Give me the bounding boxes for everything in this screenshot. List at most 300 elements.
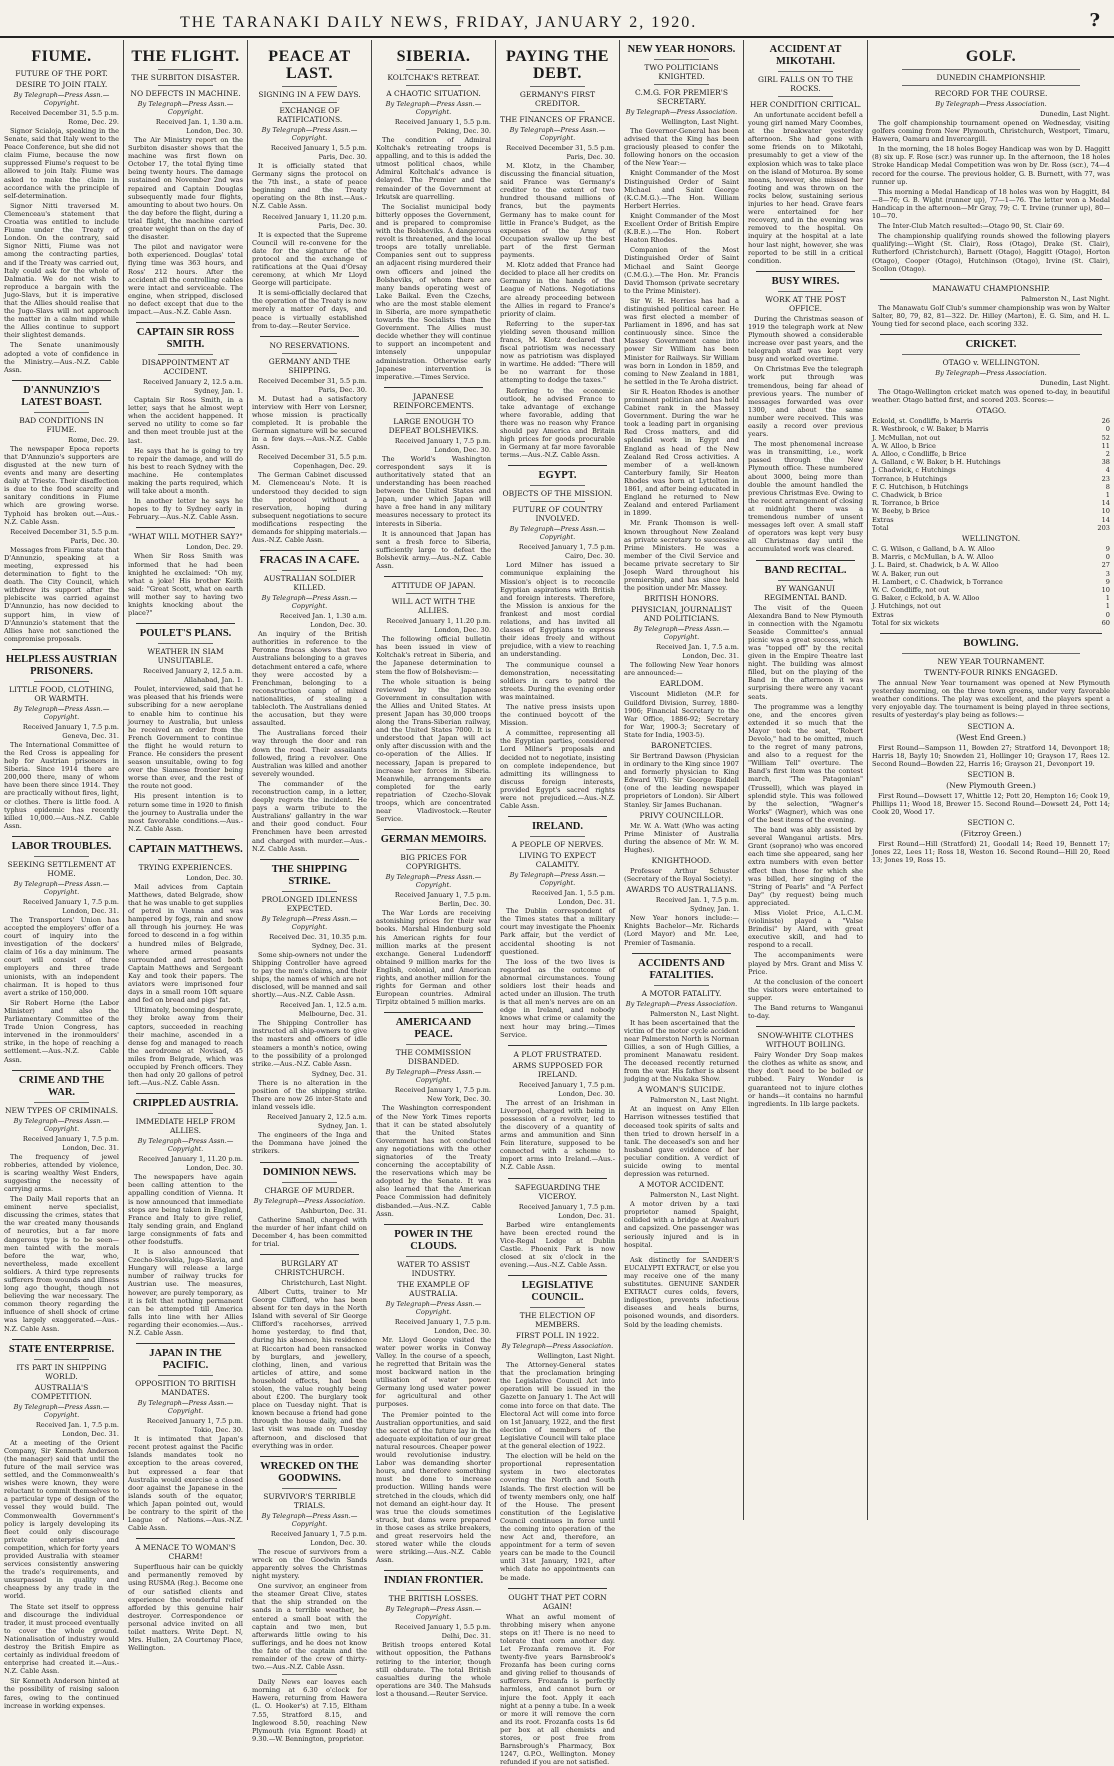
table-row [872,602,1110,610]
dateline: Received January 2, 12.5 a.m. [142,378,243,387]
article-headline: CRIPPLED AUSTRIA. [132,1098,239,1110]
sub-headline: FUTURE OF THE PORT. [15,69,108,78]
player-name: A. W. Alloo, b Brice [872,441,936,450]
article-headline: THE SHIPPING STRIKE. [271,863,348,887]
sub-headline: OUGHT THAT PET CORN AGAIN! [508,1592,607,1611]
table-row [872,458,1110,466]
player-name: J. Chadwick, c Hutchings [872,466,956,475]
column-divider [282,1182,337,1183]
article-paragraph: What an awful moment of throbbing misery when anyone steps on it! There is no need to tolerate that corn another day. Let Frozanfa remove it. For twenty-five years Barnsbrook's Frozanfa has been curing corns and giving relief to thousands of sufferers. Frozanfa is perfectly harmless, and cannot burn or injure the foot. Apply it each night at a penny a tube. In a week or more it will remove the corn and its root. Frozanfa costs 1s 6d per box at all chemists and stores, or post free from Barnsbrough's Pharmacy, Box 1247, G.P.O., Wellington. Money refunded if you are not satisfied. [500,1612,615,1766]
dateline: London, Dec. 30. [310,1538,367,1547]
score-value: 2 [1105,449,1110,458]
article-headline: CRIME AND THE WAR. [18,1074,105,1098]
column-divider [406,85,461,86]
player-name: Torrance, b Hutchings [872,474,947,483]
article-paragraph: It is announced that Japan has sent a fresh force to Siberia, sufficiently large to defeat the Bolshevik army.—Aus.-N.Z. Cable Assn. [376,529,491,571]
column-divider [632,953,731,954]
article-paragraph: First Round—Dowsett 17, Whittle 12; Pott 20, Hempton 16; Cook 19, Phillips 11; Wood 18, Brewer 15. Second Round—Dowsett 24, Pott 14; Cook 20, Wood 17. [872,791,1110,816]
sub-headline: THE COMMISSION DISBANDED. [395,1048,472,1067]
player-name: Extras [872,515,894,524]
dateline: Received Jan. 1, 1.30 a.m. [279,612,367,621]
article-paragraph: An unfortunate accident befell a young girl named Mary Coombes, at the breakwater yesterday afternoon. She had gone with some friends on to Mikotahi, presumably to get a view of the explosion which was to take place on the island of Moturoa. By some means, however, she missed her footing and was thrown on the rocks below, sustaining serious injuries to her head. Grave fears were entertained for her recovery, and in the evening was removed to the hospital. On inquiry at the hospital at a late hour last night, however, she was reported to be still in a critical condition. [748,111,863,265]
article-paragraph: The accompaniments were played by Mrs. Grant and Miss V. Price. [748,951,863,976]
score-value: 1 [1105,602,1110,611]
table-row [872,442,1110,450]
article-paragraph: The programme was a lengthy one, and the encores given extended it so much that the Mayor took the seat, "Robert Devolo," had to be omitted, much to the regret of many patrons, and also to a request for the "William Tell" overture. The Band's first item was the contest march, "The Patagonian" (Trussell), which was played in splendid style. This was followed by the selection, "Wagner's Works" (Wagner), which was one of the best items of the evening. [748,702,863,824]
column-divider [136,1093,235,1094]
sub-headline: NEW YEAR TOURNAMENT. [937,657,1045,667]
dateline: London, Dec. 30. [434,1326,491,1335]
player-name: J. Hutchings, not out [872,602,941,611]
sub-headline: OTAGO v. WELLINGTON. [942,357,1040,367]
article-paragraph: Sir R. Heaton Rhodes is another prominent politician and has held Cabinet rank in the Massey Government. During the war he took a leading part in organising Red Cross matters, and did splendid work in Egypt and England as head of the New Zealand Red Cross activities. A member of a well-known Canterbury family, Sir Heaton Rhodes was born at Lyttelton in 1861, and after being educated in England he returned to New Zealand and entered Parliament in 1899. [624,387,739,518]
dateline: Received December 31, 5.5 p.m. [10,527,119,536]
sub-headline: AWARDS TO AUSTRALIANS. [626,885,737,895]
page-number: ? [1089,10,1100,31]
article-headline: CAPTAIN MATTHEWS. [128,843,243,855]
article-paragraph: The championship qualifying rounds showed the following players qualifying:—Wight (St. Clair), Ross (Otago), Drake (St. Clair), Rutherford (Christchurch), Barnett (Otago), Haggitt (Otago), Horton (Otago), Cooper (Otago), Hutchinson (Otago), Irvine (St. Clair), Scollon (Otago). [872,232,1110,273]
sub-headline: THE EXAMPLE OF AUSTRALIA. [397,1279,470,1298]
article-headline: AMERICA AND PEACE. [395,1017,472,1041]
sub-headline: KNIGHTHOOD. [651,856,712,866]
dateline: Tokio, Dec. 30. [193,1426,243,1435]
column-divider [508,1178,607,1179]
column-divider [282,1488,337,1489]
dateline: Rome, Dec. 29. [68,435,119,444]
article-headline: D'ANNUNZIO'S LATEST BOAST. [21,384,102,408]
table-row [872,594,1110,602]
article-paragraph: The German Cabinet discussed M. Clemenceau's Note. It is understood they decided to sign the protocol without a reservation, hoping during subsequent negotiations to secure modifications respecting the demands for shipping materials.—Aus.-N.Z. Cable Assn. [252,471,367,545]
column-divider [136,1343,235,1344]
article-paragraph: The following official bulletin has been issued in view of Koltchak's retreat in Siberia, and the Japanese determination to stem the flow of Bolshevism:— [376,635,491,676]
article-paragraph: M. Klotz added that France had decided to place all her credits on Germany in the hands of the League of Nations. Negotiations are already proceeding between the Allies in regard to France's priority of claim. [500,261,615,318]
article-paragraph: British troops entered Kotal without opposition, the Pathans retiring to the interior, though still obdurate. The total British casualties during the whole operations are 340. The Mahsuds lost a thousand.—Reuter Service. [376,1641,491,1698]
column-divider [902,69,1080,70]
column-divider [282,1674,337,1675]
article-paragraph: The State set itself to oppress and discourage the individual trader, it must proceed eventually to cover the whole ground. Nationalisation of industry would destroy the British Empire as certainly as individual freedom of enterprise had created it.—Aus.-N.Z. Cable Assn. [4,1602,119,1676]
article-paragraph: The War Lords are receiving astonishing prices for their war books. Marshal Hindenburg sold his American rights for four million marks at the present exchange. General Ludendorff obtained 9 million marks for the English, colonial, and American rights, and another million for the rights for German and other European countries. Admiral Tirpitz obtained 5 million marks. [376,909,491,1007]
sub-headline: SNOW-WHITE CLOTHES WITHOUT BOILING. [757,1031,854,1050]
dateline: Ashburton, Dec. 31. [300,1206,367,1215]
sub-headline: GERMANY AND THE SHIPPING. [268,356,351,375]
sub-headline: OBJECTS OF THE MISSION. [502,489,613,499]
article-paragraph: The golf championship tournament opened on Wednesday, visiting golfers coming from New Plymouth, Christchurch, Westport, Timaru, Hawera, Oamaru and Invercargill. [872,119,1110,144]
sub-headline: (New Plymouth Green.) [946,780,1036,790]
player-name: Eckold, st. Condliffe, b Marris [872,417,973,426]
score-value: 60 [1101,618,1110,627]
article-paragraph: Knight Commander of the Most Excellent Order of British Empire (K.B.E.).—The Hon. Robert Heaton Rhodes. [624,211,739,245]
article-paragraph: In another letter he says he hopes to fly to Sydney early in February.—Aus.-N.Z. Cable Assn. [128,497,243,522]
score-value: 26 [1101,417,1110,426]
table-row [872,507,1110,515]
column-divider [282,86,337,87]
article-headline: ACCIDENT AT MIKOTAHI. [769,44,842,67]
score-value: 0 [1105,425,1110,434]
sub-headline: THE SURBITON DISASTER. [131,73,240,82]
article-paragraph: Albert Cutts, trainer to Mr George Clifford, who has been absent for ten days in the North Island with several of Sir George Clifford's racehorses, arrived home yesterday, to find that, during his absence, his residence at Riccarton had been ransacked by burglars, and jewellery, clothing, linen, and various articles of attire, and some household effects, had been stolen, the value roughly being about £200. The burglary took place on Tuesday night. That is known because a friend had gone through the house daily, and the last visit was made on Tuesday afternoon, and disclosed that everything was in order. [252,1287,367,1450]
table-row [872,483,1110,491]
column-divider [282,891,337,892]
column-divider [12,836,111,837]
column-divider [136,1538,235,1539]
article-headline: BUSY WIRES. [771,275,840,287]
article-paragraph: Lord Milner has issued a communique explaining the Mission's object is to reconcile Egyptian aspirations with British and foreign interests. Therefore, the Mission is anxious for the frankest and most cordial relations, and has invited all classes of Egyptians to express their ideas freely and without prejudice, with a view to reaching an understanding. [500,561,615,659]
dateline: Delhi, Dec. 31. [441,1632,491,1641]
column-divider [508,816,607,817]
dateline: London, Dec. 31. [558,898,615,907]
sub-headline: DESIRE TO JOIN ITALY. [15,80,108,89]
sub-headline: ITS PART IN SHIPPING WORLD. [16,1362,107,1381]
player-name: B. Marris, c McMullan, b A. W. Alloo [872,553,994,562]
table-row [872,611,1110,619]
column-divider [530,501,585,502]
article-paragraph: First Round—Hill (Stratford) 21, Goodall 14; Reed 19, Bennett 17; Jones 22, Lees 11; Ross 18, Weston 16. Second Round—Hill 20, Reed 13; Jones 19, Ross 15. [872,840,1110,865]
dateline: Dunedin, Last Night. [1040,110,1110,118]
byline: By Telegraph—Press Assn.—Copyright. [137,1399,234,1416]
table-row [872,578,1110,586]
sub-headline: WELLINGTON. [961,534,1021,543]
column-divider [136,527,235,528]
column-divider [406,69,461,70]
column-divider [654,985,709,986]
score-value: 38 [1101,458,1110,467]
article-paragraph: Signor Nitti traversed M. Clemenceau's statement that Croatia was entitled to include Fiume under the Treaty of London. On the contrary, said Signor Nitti, Fiume was not among the contracting parties, and if the Treaty was carried out, Italy could ask for the whole of Dalmatia. We do not wish to reproduce a bargain with the Jugo-Slavs, but it is imperative that the Allies should realise that the Jugo-Slavs will not approach the matter in a calm mind while the Allies continue to support their slightest demands. [4,201,119,340]
player-name: A. Alloo, c Condliffe, b Brice [872,449,967,458]
column-divider [260,1162,359,1163]
dateline: London, Dec. 31. [62,1429,119,1438]
sub-headline: A PLOT FRUSTRATED. [513,1049,602,1059]
article-paragraph: Mr. Lloyd George visited the water power works in Conway Valley. In the course of a speech, he regretted that Britain was the most backward nation in the utilisation of water power. Germany long used water power for agricultural and other purposes. [376,1335,491,1409]
dateline: Paris, Dec. 30. [318,221,367,230]
article-paragraph: It is officially stated that Germany signs the protocol on the 7th inst., a state of peace beginning and the Treaty operating on the 8th inst.—Aus.-N.Z. Cable Assn. [252,162,367,211]
column-divider [778,96,833,97]
article-paragraph: He says that he is going to try to repair the damage, and will do his best to reach Sydney with the machine. He contemplates making the parts required, which will take about a month. [128,446,243,496]
column-divider [158,1375,213,1376]
dateline: Received January 1, 5.5 p.m. [394,1623,491,1632]
column-divider [756,271,855,272]
article-paragraph: The Senate unanimously adopted a vote of confidence in the Ministry.—Aus.-N.Z. Cable Assn. [4,341,119,374]
score-value: 10 [1101,507,1110,516]
article-paragraph: Messages from Fiume state that D'Annunzio, speaking at a meeting, expressed his determination to fight to the death. The City Council, which withdrew its support after the plebiscite was carried against D'Annunzio, has now decided to support him, in view of D'Annunzio's statement that the Allies have not sanctioned the compromise proposals. [4,545,119,643]
article-paragraph: The engineers of the Inga and the Dommana have joined the strikers. [252,1131,367,1156]
article-paragraph: The newspaper Epoca reports that D'Annunzio's supporters are disgusted at the new turn of events and many are deserting daily at Trieste. Their disaffection is due to the food scarcity and sanitary conditions in Fiume which are growing worse. Typhoid has broken out.—Aus.-N.Z. Cable Assn. [4,444,119,526]
score-value: 9 [1105,577,1110,586]
column-divider [260,859,359,860]
column-divider [34,1359,89,1360]
article-headline: CRICKET. [965,338,1017,350]
dateline: Received January 1, 7.5 p.m. [22,722,119,731]
article-paragraph: At an inquest on Amy Ellen Harrison witnesses testified that deceased took spirits of salts and then tried to drown herself in a tank. The deceased's son and her husband gave evidence of her peculiar condition. A verdict of suicide owing to mental depression was returned. [624,1105,739,1179]
article-paragraph: Mr. Frank Thomson is well-known throughout New Zealand as private secretary to successive Prime Ministers. He was a member of the Civil Service and became private secretary to Sir Joseph Ward throughout his premiership, and has since held the position under Mr. Massey. [624,519,739,593]
sub-headline: PHYSICIAN, JOURNALIST AND POLITICIANS. [631,605,732,624]
score-value: 1 [1105,490,1110,499]
article-paragraph: It has been ascertained that the victim of the motor cycle accident near Palmerston North is Norman Gillies, a son of Hugh Gillies, a prominent Manawatu resident. The deceased recently returned from the war. His father is absent judging at the Nukaka Show. [624,1018,739,1084]
article-paragraph: At a meeting of the Orient Company, Sir Kenneth Anderson (the manager) said that until the future of the mail service was settled, and the Commonwealth's wishes were known, they were reluctant to commit themselves to a particular type of design of the vessel they would build. The Commonwealth Government's policy is largely developing its fleet could only discourage private enterprise and competition, which for forty years provided Australia with steamer services consistently answering the trade's requirements, and unsurpassed in quality and cheapness by any trade in the world. [4,1438,119,1601]
column-divider [34,1102,89,1103]
article-headline: LABOR TROUBLES. [11,840,112,852]
byline: By Telegraph—Press Assn.—Copyright. [137,100,234,116]
article-paragraph: A motor driven by a taxi proprietor named Spaight, collided with a bridge at Awahuri and capsized. One passenger was seriously injured and is in hospital. [624,1200,739,1249]
sub-headline: EXCHANGE OF RATIFICATIONS. [276,106,343,124]
dateline: Palmerston N., Last Night. [650,1096,739,1105]
player-name: Total [872,523,889,532]
column-divider [136,322,235,323]
section-headline: THE FLIGHT. [131,48,240,65]
dateline: Copenhagen, Dec. 29. [293,462,367,471]
column-1 [0,40,124,1710]
score-value: 14 [1101,499,1110,508]
article-paragraph: M. Dutast had a satisfactory interview with Herr von Lersner, whose mission is practically completed. It is probable the German signature will be secured in a few days.—Aus.-N.Z. Cable Assn. [252,394,367,452]
article-paragraph: It is also announced that Czecho-Slovakia, Jugo-Slavia, and Hungary will release a large number of railway trucks for Austrian use. The measures, however, are purely temporary, as it is felt that nothing permanent can be attempted till America falls into line with her Allies regarding their economies.—Aus.-N.Z. Cable Assn. [128,1248,243,1338]
byline: By Telegraph—Press Assn.—Copyright. [13,1402,110,1419]
column-5 [496,40,620,1766]
article-headline: GERMAN MEMOIRS. [380,834,487,846]
article-paragraph: It is expected that the Supreme Council will re-convene for the date for the signature of the protocol and the exchange of ratifications at the Quai d'Orsay ceremony, at which Mr Lloyd George will participate. [252,230,367,288]
article-paragraph: Ultimately, becoming desperate, they broke away from their captors, succeeded in reaching their machine, ascended in a dense fog and managed to reach the aerodrome at Novisad, 45 miles from Belgrade, which was occupied by French officers. They then had only 20 gallons of petrol left.—Aus.-N.Z. Cable Assn. [128,1006,243,1088]
section-headline: GOLF. [965,48,1017,65]
score-value: 52 [1101,433,1110,442]
dateline: Geneva, Dec. 31. [62,731,119,740]
column-divider [136,623,235,624]
article-headline: INDIAN FRONTIER. [383,1575,484,1587]
sub-headline: WILL ACT WITH THE ALLIES. [391,597,476,616]
player-name: J. McMullan, not out [872,433,941,442]
sub-headline: EARLDOM. [659,679,704,689]
article-paragraph: Mail advices from Captain Matthews, dated Belgrade, show that he was unable to get supplies of petrol in Vienna and was hampered by fogs, rain and snow all through his journey. He was forced to descend in a fog within a hundred miles of Belgrade, where armed peasants surrounded and arrested both Captain Matthews and Sergeant Kay and took their papers. The aviators were imprisoned four days in a small room 10ft square and fed on bread and pigs' fat. [128,882,243,1005]
article-paragraph: New Year honors include:—Knights Bachelor—Mr. Richards (Lord Mayor) and Mr. Lee, Premier of Tasmania. [624,914,739,947]
sub-headline: FUTURE OF COUNTRY INVOLVED. [512,505,603,524]
byline: By Telegraph—Press Assn.—Copyright. [261,126,358,142]
article-paragraph: The visit of the Queen Alexandra Band to New Plymouth in connection with the Ngamotu Seaside Committee's annual picnic was a great success, which was "topped off" by the recital given in the Empire Theatre last night. The building was almost filled, but on the playing of the Band in the afternoon it was surprising there were any vacant seats. [748,603,863,701]
column-divider [880,334,1102,335]
column-divider [406,593,461,594]
column-divider [282,570,337,571]
article-paragraph: The following New Year honors are announced:— [624,661,739,678]
article-paragraph: First Round—Sampson 11, Bowden 27; Stratford 14, Devonport 18; Harris 18, Bayly 10; Snowden 21, Hollinger 10; Grayson 17, Rees 12. Second Round—Bowden 22, Harris 16; Grayson 21, Devonport 19. [872,743,1110,768]
article-paragraph: The Governor-General has been advised that the King has been graciously pleased to confer the following honors on the occasion of the New Year:— [624,127,739,168]
dateline: Received December 31, 5.5 p.m. [10,109,119,117]
scoreboard-table [872,417,1110,532]
article-headline: WRECKED ON THE GOODWINS. [260,1460,359,1484]
article-paragraph: The Washington correspondent of the New York Times reports that it can be stated absolutely that the United States Government has not conducted any negotiations with the other signatories of the Treaty concerning the acceptability of the reservations which may be adopted by the Senate. It was also learned that the American Peace Commission had definitely disbanded.—Aus.-N.Z. Cable Assn. [376,1104,491,1218]
sub-headline: AUSTRALIA'S COMPETITION. [31,1382,92,1401]
column-divider [34,856,89,857]
byline: By Telegraph—Press Assn.—Copyright. [633,625,730,642]
dateline: Received January 2, 12.5 a.m. [266,1113,367,1122]
table-row [872,425,1110,433]
sub-headline: IMMEDIATE HELP FROM ALLIES. [135,1117,236,1136]
byline: By Telegraph—Press Assn.—Copyright. [13,704,110,721]
article-paragraph: It is semi-officially declared that the operation of the Treaty is now merely a matter of days, and peace is virtually established from to-day.—Reuter Service. [252,289,367,330]
article-paragraph: The Inter-Club Match resulted:—Otago 90, St. Clair 69. [878,222,1065,231]
column-divider [902,653,1080,654]
article-paragraph: The pilot and navigator were both experienced. Douglas' total flying time was 363 hours, and Ross' 212 hours. After the accident all the controlling cables were intact and serviceable. The engine, when stripped, disclosed no defect except that due to the impact.—Aus.-N.Z. Cable Assn. [128,243,243,316]
dateline: Received Jan. 1, 5.5 p.m. [531,889,615,898]
sub-headline: SECTION A. [967,721,1015,731]
sub-headline: DISAPPOINTMENT AT ACCIDENT. [141,358,230,377]
dateline: Wellington, Last Night. [661,118,739,126]
article-headline: ACCIDENTS AND FATALITIES. [638,957,725,981]
player-name: W. A. Baker, run out [872,569,939,578]
sub-headline: TRYING EXPERIENCES. [138,862,233,872]
byline: By Telegraph—Press Association. [625,108,738,116]
score-value: 27 [1101,561,1110,570]
article-paragraph: The commander of the reconstruction camp, in a letter, deeply regrets the incident. He pays a warm tribute to the Australians' gallantry in the war and their good conduct. Four Frenchmen have been arrested and charged with murder.—Aus.-N.Z. Cable Assn. [252,779,367,853]
dateline: London, Dec. 31. [558,1211,615,1220]
article-paragraph: The newspapers have again been calling attention to the appalling condition of Vienna. It is now announced that immediate steps are being taken in England, France and Italy to give relief, Italy sending grain, and England large consignments of fats and other foodstuffs. [128,1173,243,1246]
dateline: Received Dec. 31, 10.35 p.m. [269,932,367,941]
article-paragraph: Daily News ear loaves each morning at 6.30 o'clock for Hawera, returning from Hawera (L. O. Hooker's) at 7.15, Eltham 7.55, Stratford 8.15, and Inglewood 8.50, reaching New Plymouth (via Egmont Road) at 9.30.—W. Bennington, proprietor. [252,1678,367,1743]
article-paragraph: The native press insists upon the continued boycott of the Mission. [500,702,615,728]
dateline: Received January 1, 7.5 p.m. [22,1134,119,1143]
sub-headline: WEATHER IN SIAM UNSUITABLE. [147,647,224,666]
column-divider [12,1070,111,1071]
score-value: 23 [1101,474,1110,483]
column-divider [406,413,461,414]
dateline: Paris, Dec. 30. [318,385,367,394]
dateline: Received January 1, 7.5 p.m. [394,436,491,445]
article-paragraph: The Dublin correspondent of the Times states that a military court may investigate the Phoenix Park affair, but the verdict of accidental shooting is not questioned. [500,907,615,956]
sub-headline: (Fitzroy Green.) [960,829,1022,839]
article-paragraph: The most phenomenal increase was in transmitting, i.e., work passed through the New Plymouth office. These numbered about 3000, being more than double the amount handled the previous Christmas Eve. Owing to the recent arrangement of closing at midnight there was a tremendous number of unsent messages left over. A small staff of operators was kept very busy all Christmas day until the accumulated work was cleared. [748,440,863,554]
article-paragraph: It is intimated that Japan's recent protest against the Pacific Islands mandates took no exception to the areas covered, but expressed a fear that Australia would exercise a closed door against the Japanese in the islands south of the equator, which Japan pointed out, would be contrary to the spirit of the League of Nations.—Aus.-N.Z. Cable Assn. [128,1435,243,1533]
column-divider [654,1252,709,1253]
table-row [872,466,1110,474]
sub-headline: BIG PRICES FOR COPYRIGHTS. [400,853,467,872]
dateline: London, Dec. 30. [186,127,243,135]
sub-headline: NO DEFECTS IN MACHINE. [130,89,241,98]
byline: By Telegraph—Press Association. [625,999,738,1008]
byline: By Telegraph—Press Association. [935,100,1047,108]
article-paragraph: On Christmas Eve the telegraph work put through was tremendous, being far ahead of previous years. The number of messages forwarded was over 1300, and about the same number were received. This was easily a record over previous years. [748,365,863,439]
sub-headline: SECTION C. [967,818,1015,828]
byline: By Telegraph—Press Association. [253,1196,366,1205]
dateline: Received Jan. 1, 12.5 a.m. [279,1001,367,1010]
sub-headline: OPPOSITION TO BRITISH MANDATES. [135,1379,236,1398]
section-headline: FIUME. [31,48,92,65]
column-divider [12,380,111,381]
dateline: Received January 1, 7.5 p.m. [518,1080,615,1089]
score-value: 14 [1101,515,1110,524]
article-paragraph: Sir W. H. Herries has had a distinguished political career. He was first elected a member of Parliament in 1896, and has sat continuously since. Since the Massey Government came into power Sir William has been Minister for Railways. Sir William was born in London in 1859, and coming to New Zealand in 1881, he settled in the Te Aroha district. [624,296,739,386]
section-headline: PAYING THE DEBT. [506,48,609,82]
dateline: Received January 1, 7.5 p.m. [394,1086,491,1095]
article-paragraph: The band was ably assisted by several Wanganui artists. Mrs. Grant (soprano) who was encored each time she appeared, sang her extra numbers with even better effect than those for which she was billed, her singing of the "String of Pearls" and "A Perfect Day" (by request) being much appreciated. [748,826,863,907]
column-divider [530,836,585,837]
dateline: Cairo, Dec. 30. [565,552,615,561]
article-paragraph: Sir Bertrand Dawson (Physician in ordinary to the King since 1907 and formerly physician to King Edward VII). Sir George Riddell (one of the leading newspaper proprietors of London). Sir Albert Stanley. Sir James Buchanan. [624,752,739,809]
byline: By Telegraph—Press Assn.—Copyright. [13,879,110,896]
score-value: 8 [1105,482,1110,491]
byline: By Telegraph—Press Assn.—Copyright. [385,100,482,116]
dateline: London, Dec. 30. [558,1089,615,1098]
byline: By Telegraph—Press Assn.—Copyright. [13,91,110,107]
dateline: Received January 1, 7.5 p.m. [270,1529,367,1538]
score-value: 9 [1105,545,1110,553]
table-row [872,450,1110,458]
dateline: Peking, Dec. 30. [436,127,491,135]
table-row [872,570,1110,578]
sub-headline: DUNEDIN CHAMPIONSHIP. [936,73,1046,82]
column-divider [158,859,213,860]
dateline: Christchurch, Last Night. [281,1278,367,1287]
byline: By Telegraph—Press Assn.—Copyright. [137,1137,234,1154]
dateline: Palmerston N., Last Night. [1021,294,1110,303]
dateline: Received January 1, 7.5 p.m. [22,897,119,906]
article-paragraph: At the conclusion of the concert the visitors were entertained to supper. [748,977,863,1002]
player-name: F. C. Hutchison, b Hutchings [872,482,969,491]
dateline: Received Jan. 1, 7.5 p.m. [655,896,739,905]
article-headline: POULET'S PLANS. [139,628,232,640]
article-paragraph: The Australians forced their way through the door and ran down the road. Their assailants followed, firing a revolver. One Australian was killed and another severely wounded. [252,729,367,778]
sub-headline: LARGE ENOUGH TO DEFEAT BOLSHEVIKS. [388,416,479,435]
article-paragraph: One survivor, an engineer from the steamer Great Clive, states that the ship stranded on the sands in a terrible weather, he entered a small boat with the captain and two men, but afterwards little owing to his sufferings, and he does not know the fate of the captain and the remainder of the crew of thirty-two.—Aus.-N.Z. Cable Assn. [252,1582,367,1672]
sub-headline: RECORD FOR THE COURSE. [934,89,1048,98]
newspaper-title: THE TARANAKI DAILY NEWS, FRIDAY, JANUARY 2, 1920. [180,14,698,31]
article-headline: BAND RECITAL. [764,564,847,576]
dateline: Received January 1, 5.5 p.m. [270,144,367,152]
player-name: W. C. Condliffe, not out [872,586,950,595]
sub-headline: LITTLE FOOD, CLOTHING, OR WARMTH. [9,684,114,703]
column-divider [158,643,213,644]
column-3 [248,40,372,1743]
sub-headline: A MENACE TO WOMAN'S CHARM! [135,1543,236,1562]
player-name: G. Baker, c Eckold, b A. W. Alloo [872,594,980,603]
article-paragraph: The loss of the two lives is regarded as the outcome of abnormal circumstances. Young soldiers lost their heads and acted under an illusion. The truth is that all men's nerves are on an edge in Ireland, and nobody knows what crime or calamity the next hour may bring.—Times Service. [500,957,615,1039]
article-paragraph: Knight Commander of the Most Distinguished Order of Saint Michael and Saint George (K.C.M.G.).—The Hon. William Herbert Herries. [624,169,739,210]
article-paragraph: The arrest of an Irishman in Liverpool, charged with being in possession of a revolver, led to the discovery of a quantity of arms and ammunition and Sinn Fein literature, supposed to be connected with a scheme to import arms into Ireland.—Aus.-N.Z. Cable Assn. [500,1098,615,1172]
score-value: 203 [1097,523,1110,532]
sub-headline: GERMANY'S FIRST CREDITOR. [519,90,596,108]
article-headline: LEGISLATIVE COUNCIL. [521,1280,594,1304]
column-divider [136,839,235,840]
column-divider [756,1026,855,1027]
article-paragraph: Companion of the Most Distinguished Order of Saint Michael and Saint George (C.M.G.).—The Hon. Mr. Francis David Thomson (private secretary to the Prime Minister). [624,246,739,295]
sub-headline: THE FINANCES OF FRANCE. [500,115,616,124]
byline: By Telegraph—Press Assn.—Copyright. [509,871,606,888]
column-divider [880,633,1102,634]
column-divider [12,649,111,650]
article-paragraph: The Socialist municipal body bitterly opposes the Government, and is prepared to compromise with the Bolsheviks. A dangerous revolt is threatened, and the local troops are totally unreliable. Companies sent out to suppress an adjacent rising murdered their own officers and joined the Bolsheviks, of whom there are many bands operating west of Lake Baikal. Even the Czechs, who are the most stable element in Siberia, are more sympathetic towards the Socialists than the Government. The Allies must decide whether they will continue to support an incompetent and intensely unpopular administration. Otherwise early Japanese intervention is imperative.—Times Service. [376,202,491,381]
dateline: Received December 31, 5.5 p.m. [506,144,615,152]
column-divider [260,1456,359,1457]
score-value: 1 [1105,594,1110,603]
column-divider [260,336,359,337]
column-divider [530,86,585,87]
article-paragraph: The condition of Admiral Koltchak's retreating troops is appalling, and to this is added the utmost political chaos, while Admiral Koltchak's advance is delayed. The Premier and the remainder of the Government at Irkutsk are quarrelling. [376,136,491,201]
column-divider [902,354,1080,355]
sub-headline: SAFEGUARDING THE VICEROY. [514,1182,601,1201]
player-name: Total for six wickets [872,618,939,627]
dateline: Received January 1, 7.5 p.m. [518,1202,615,1211]
article-paragraph: Sir Robert Horne (the Labor Minister) and also the Parliamentary Committee of the Trade Union Congress, has intervened in the ironmoulders' strike, in the hope of reaching a settlement.—Aus.-N.Z. Cable Assn. [4,998,119,1064]
column-divider [384,387,483,388]
dateline: London, Dec. 30. [186,873,243,882]
column-divider [282,353,337,354]
column-divider [282,102,337,103]
player-name: J. L. Baird, st. Chadwick, b A. W. Alloo [872,561,999,570]
article-headline: POWER IN THE CLOUDS. [394,1228,473,1252]
article-paragraph: An inquiry of the British authorities in reference to the Peronne fracas shows that two Australians belonging to a graves detachment entered a cafe, where they were accosted by a Frenchman, belonging to a reconstruction camp of mixed nationalities, of stealing a tablecloth. The Australians denied the accusation, but they were assaulted. [252,630,367,728]
article-paragraph: Captain Sir Ross Smith, in a letter, says that he almost wept when the accident happened. It served no utility to come so far and then meet trouble just at the last. [128,396,243,445]
article-paragraph: Miss Violet Price, A.L.C.M. (violiniste) played a "Valse Brindisi" by Alard, with great executive skill, and had to respond to a recall. [748,908,863,950]
score-value: 10 [1101,586,1110,595]
sub-headline: "WHAT WILL MOTHER SAY?" [128,532,243,542]
column-divider [756,560,855,561]
table-row [872,524,1110,532]
table-row [872,619,1110,627]
article-paragraph: Superfluous hair can be quickly and permanently removed by using RUSMA (Reg.). Become one of our satisfied clients and experience the wonderful relief afforded by this genuine hair destroyer. Correspondence or personal advice invited on all toilet matters. Write Dept. N, Mrs. Hullen, 2A Courtenay Place, Wellington. [128,1563,243,1653]
